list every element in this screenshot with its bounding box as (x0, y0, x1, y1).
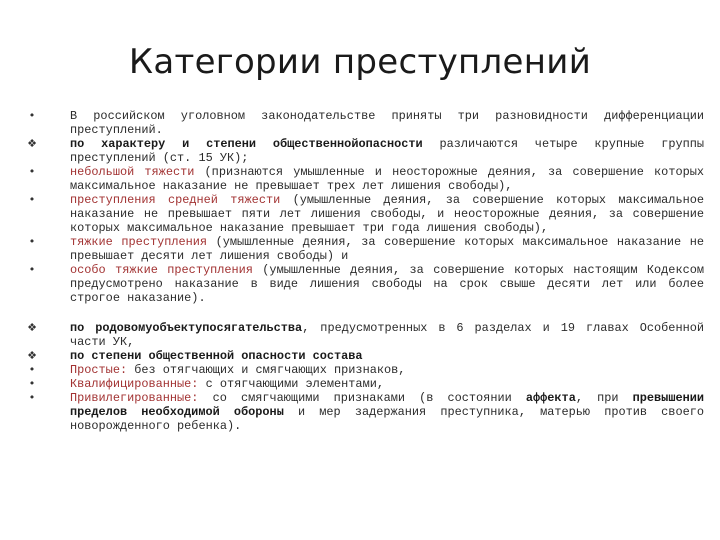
item-term: особо тяжкие преступления (70, 263, 253, 277)
list-spacer (24, 305, 704, 321)
item-text (70, 193, 704, 235)
bullet-dot-icon: • (28, 193, 36, 206)
list-item (24, 321, 704, 349)
list-item (24, 349, 704, 363)
item-body: (признаются умышленные и неосторожные деяния, за совершение которых максимальное наказание не превышает трех лет лишения свободы), (70, 165, 704, 193)
list-item (24, 109, 704, 137)
list-item (24, 137, 704, 165)
item-body: , предусмотренных в 6 разделах и 19 главах Особенной части УК, (70, 321, 704, 349)
item-term: преступления средней тяжести (70, 193, 281, 207)
list-item (24, 165, 704, 193)
item-term-emphasis: аффекта (525, 391, 576, 405)
item-body: (умышленные деяния, за совершение которых максимальное наказание не превышает пяти лет лишения свободы, и неосторожные деяния, за совершение которых максимальное наказание превышает три года лишения свободы), (70, 193, 704, 235)
item-term: небольшой тяжести (70, 165, 195, 179)
item-lead: по степени общественной опасности состава (70, 349, 363, 363)
bullet-dot-icon: • (28, 235, 36, 248)
item-text (70, 321, 704, 349)
bullet-list (24, 109, 704, 433)
item-text (70, 363, 704, 377)
item-body: с отягчающими элементами, (198, 377, 384, 391)
list-item (24, 377, 704, 391)
bullet-diamond-icon: ❖ (27, 349, 37, 362)
item-lead: по родовомуобъектупосягательства (70, 321, 303, 335)
slide-title: Категории преступлений (128, 42, 592, 82)
list-item (24, 391, 704, 433)
item-body: различаются четыре крупные группы преступлений (ст. 15 УК); (70, 137, 705, 165)
item-body: без отягчающих и смягчающих признаков, (127, 363, 406, 377)
bullet-dot-icon: • (28, 165, 36, 178)
item-body: , при (575, 391, 633, 405)
item-text (70, 235, 704, 263)
bullet-diamond-icon: ❖ (27, 321, 37, 334)
item-body: со смягчающими признаками (в состоянии (198, 391, 526, 405)
item-term: Привилегированные: (70, 391, 199, 405)
list-item (24, 235, 704, 263)
bullet-dot-icon: • (28, 363, 36, 376)
item-term: тяжкие преступления (70, 235, 208, 249)
item-body: (умышленные деяния, за совершение которых максимальное наказание не превышает десяти лет лишения свободы) и (70, 235, 704, 263)
bullet-dot-icon: • (28, 263, 36, 276)
item-text (70, 109, 704, 137)
item-term: Квалифицированные: (70, 377, 199, 391)
item-text (70, 377, 704, 391)
item-text (70, 137, 704, 165)
item-body: (умышленные деяния, за совершение которых настоящим Кодексом предусмотрено наказание в виде лишения свободы на срок свыше десяти лет или более строгое наказание). (70, 263, 704, 305)
item-term-emphasis: превышении пределов необходимой обороны (70, 391, 704, 419)
bullet-dot-icon: • (28, 377, 36, 390)
list-item (24, 263, 704, 305)
list-item (24, 193, 704, 235)
item-term: Простые: (70, 363, 128, 377)
bullet-diamond-icon: ❖ (27, 137, 37, 150)
bullet-dot-icon: • (28, 109, 36, 122)
item-body: В российском уголовном законодательстве приняты три разновидности дифференциации преступлений. (70, 109, 704, 137)
item-text (70, 349, 704, 363)
item-body: и мер задержания преступника, матерью против своего новорожденного ребенка). (70, 405, 704, 433)
bullet-dot-icon: • (28, 391, 36, 404)
item-lead: по характеру и степени общественнойопасности (70, 137, 423, 151)
item-text (70, 391, 704, 433)
item-text (70, 165, 704, 193)
list-item (24, 363, 704, 377)
item-text (70, 263, 704, 305)
